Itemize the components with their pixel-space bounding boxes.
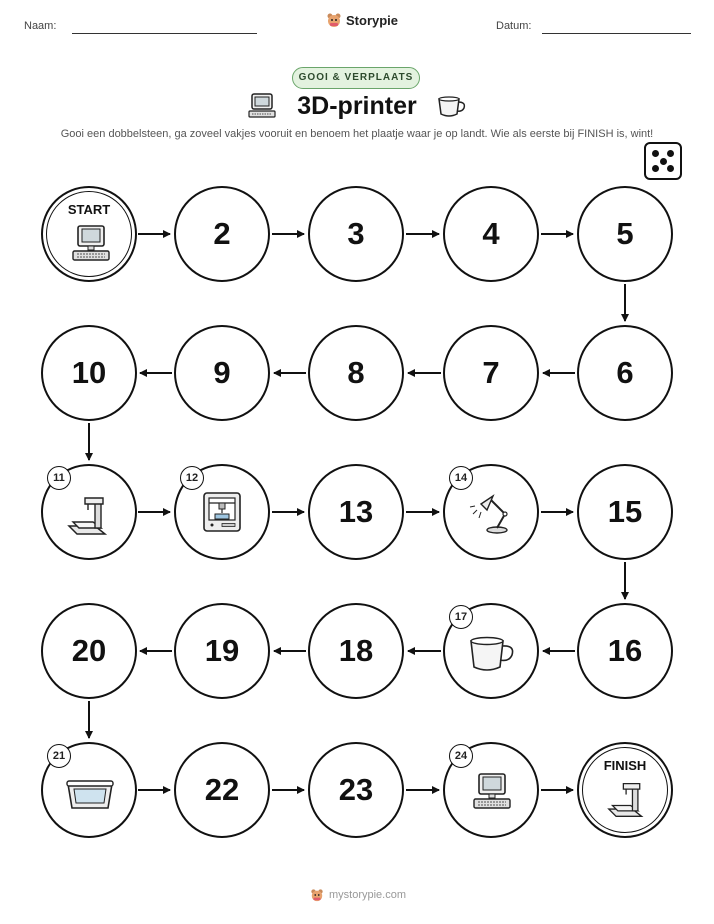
- container-icon: [65, 778, 115, 812]
- scale-icon: [605, 780, 649, 820]
- finish-label: FINISH: [603, 758, 647, 773]
- footer-url[interactable]: mystorypie.com: [329, 889, 407, 901]
- cell-number-badge: 12: [180, 466, 204, 490]
- board-cell-4[interactable]: 4: [443, 186, 539, 282]
- scale-icon: [65, 494, 113, 538]
- board-cell-17[interactable]: [443, 603, 539, 699]
- board-cell-12[interactable]: [174, 464, 270, 560]
- board-cell-18[interactable]: 18: [308, 603, 404, 699]
- board-cell-21[interactable]: [41, 742, 137, 838]
- brand-name: Storypie: [346, 12, 399, 28]
- board-cell-7[interactable]: 7: [443, 325, 539, 421]
- board-cell-14[interactable]: [443, 464, 539, 560]
- cell-number-badge: 14: [449, 466, 473, 490]
- board-cell-15[interactable]: 15: [577, 464, 673, 560]
- board-cell-16[interactable]: 16: [577, 603, 673, 699]
- computer-icon: [69, 224, 113, 264]
- computer-icon: [470, 772, 514, 812]
- desk-lamp-icon: [469, 490, 517, 536]
- board-cell-5[interactable]: 5: [577, 186, 673, 282]
- board-cell-22[interactable]: 22: [174, 742, 270, 838]
- cup-icon: [467, 635, 519, 675]
- instructions: Gooi een dobbelsteen, ga zoveel vakjes vooruit en benoem het plaatje waar je op landt. Wie als eerste bij FINISH is, wint!: [60, 128, 654, 140]
- board-cell-9[interactable]: 9: [174, 325, 270, 421]
- board-cell-23[interactable]: 23: [308, 742, 404, 838]
- board-cell-2[interactable]: 2: [174, 186, 270, 282]
- name-label: Naam:: [24, 20, 57, 32]
- footer: [310, 888, 406, 902]
- board-cell-10[interactable]: 10: [41, 325, 137, 421]
- cell-number-badge: 11: [47, 466, 71, 490]
- cell-number-badge: 24: [449, 744, 473, 768]
- board-cell-finish[interactable]: [577, 742, 673, 838]
- board-cell-3[interactable]: 3: [308, 186, 404, 282]
- storypie-logo-icon: [310, 888, 324, 902]
- board-cell-20[interactable]: 20: [41, 603, 137, 699]
- cell-number-badge: 21: [47, 744, 71, 768]
- board-cell-start[interactable]: [41, 186, 137, 282]
- board-cell-8[interactable]: 8: [308, 325, 404, 421]
- start-label: START: [67, 202, 111, 217]
- activity-badge: GOOI & VERPLAATS: [292, 67, 420, 89]
- cell-number-badge: 17: [449, 605, 473, 629]
- page-title: 3D-printer: [297, 92, 417, 120]
- date-label: Datum:: [496, 20, 532, 32]
- board-cell-13[interactable]: 13: [308, 464, 404, 560]
- 3d-printer-icon: [200, 490, 246, 536]
- board-cell-24[interactable]: [443, 742, 539, 838]
- board-cell-11[interactable]: [41, 464, 137, 560]
- board-cell-19[interactable]: 19: [174, 603, 270, 699]
- board-cell-6[interactable]: 6: [577, 325, 673, 421]
